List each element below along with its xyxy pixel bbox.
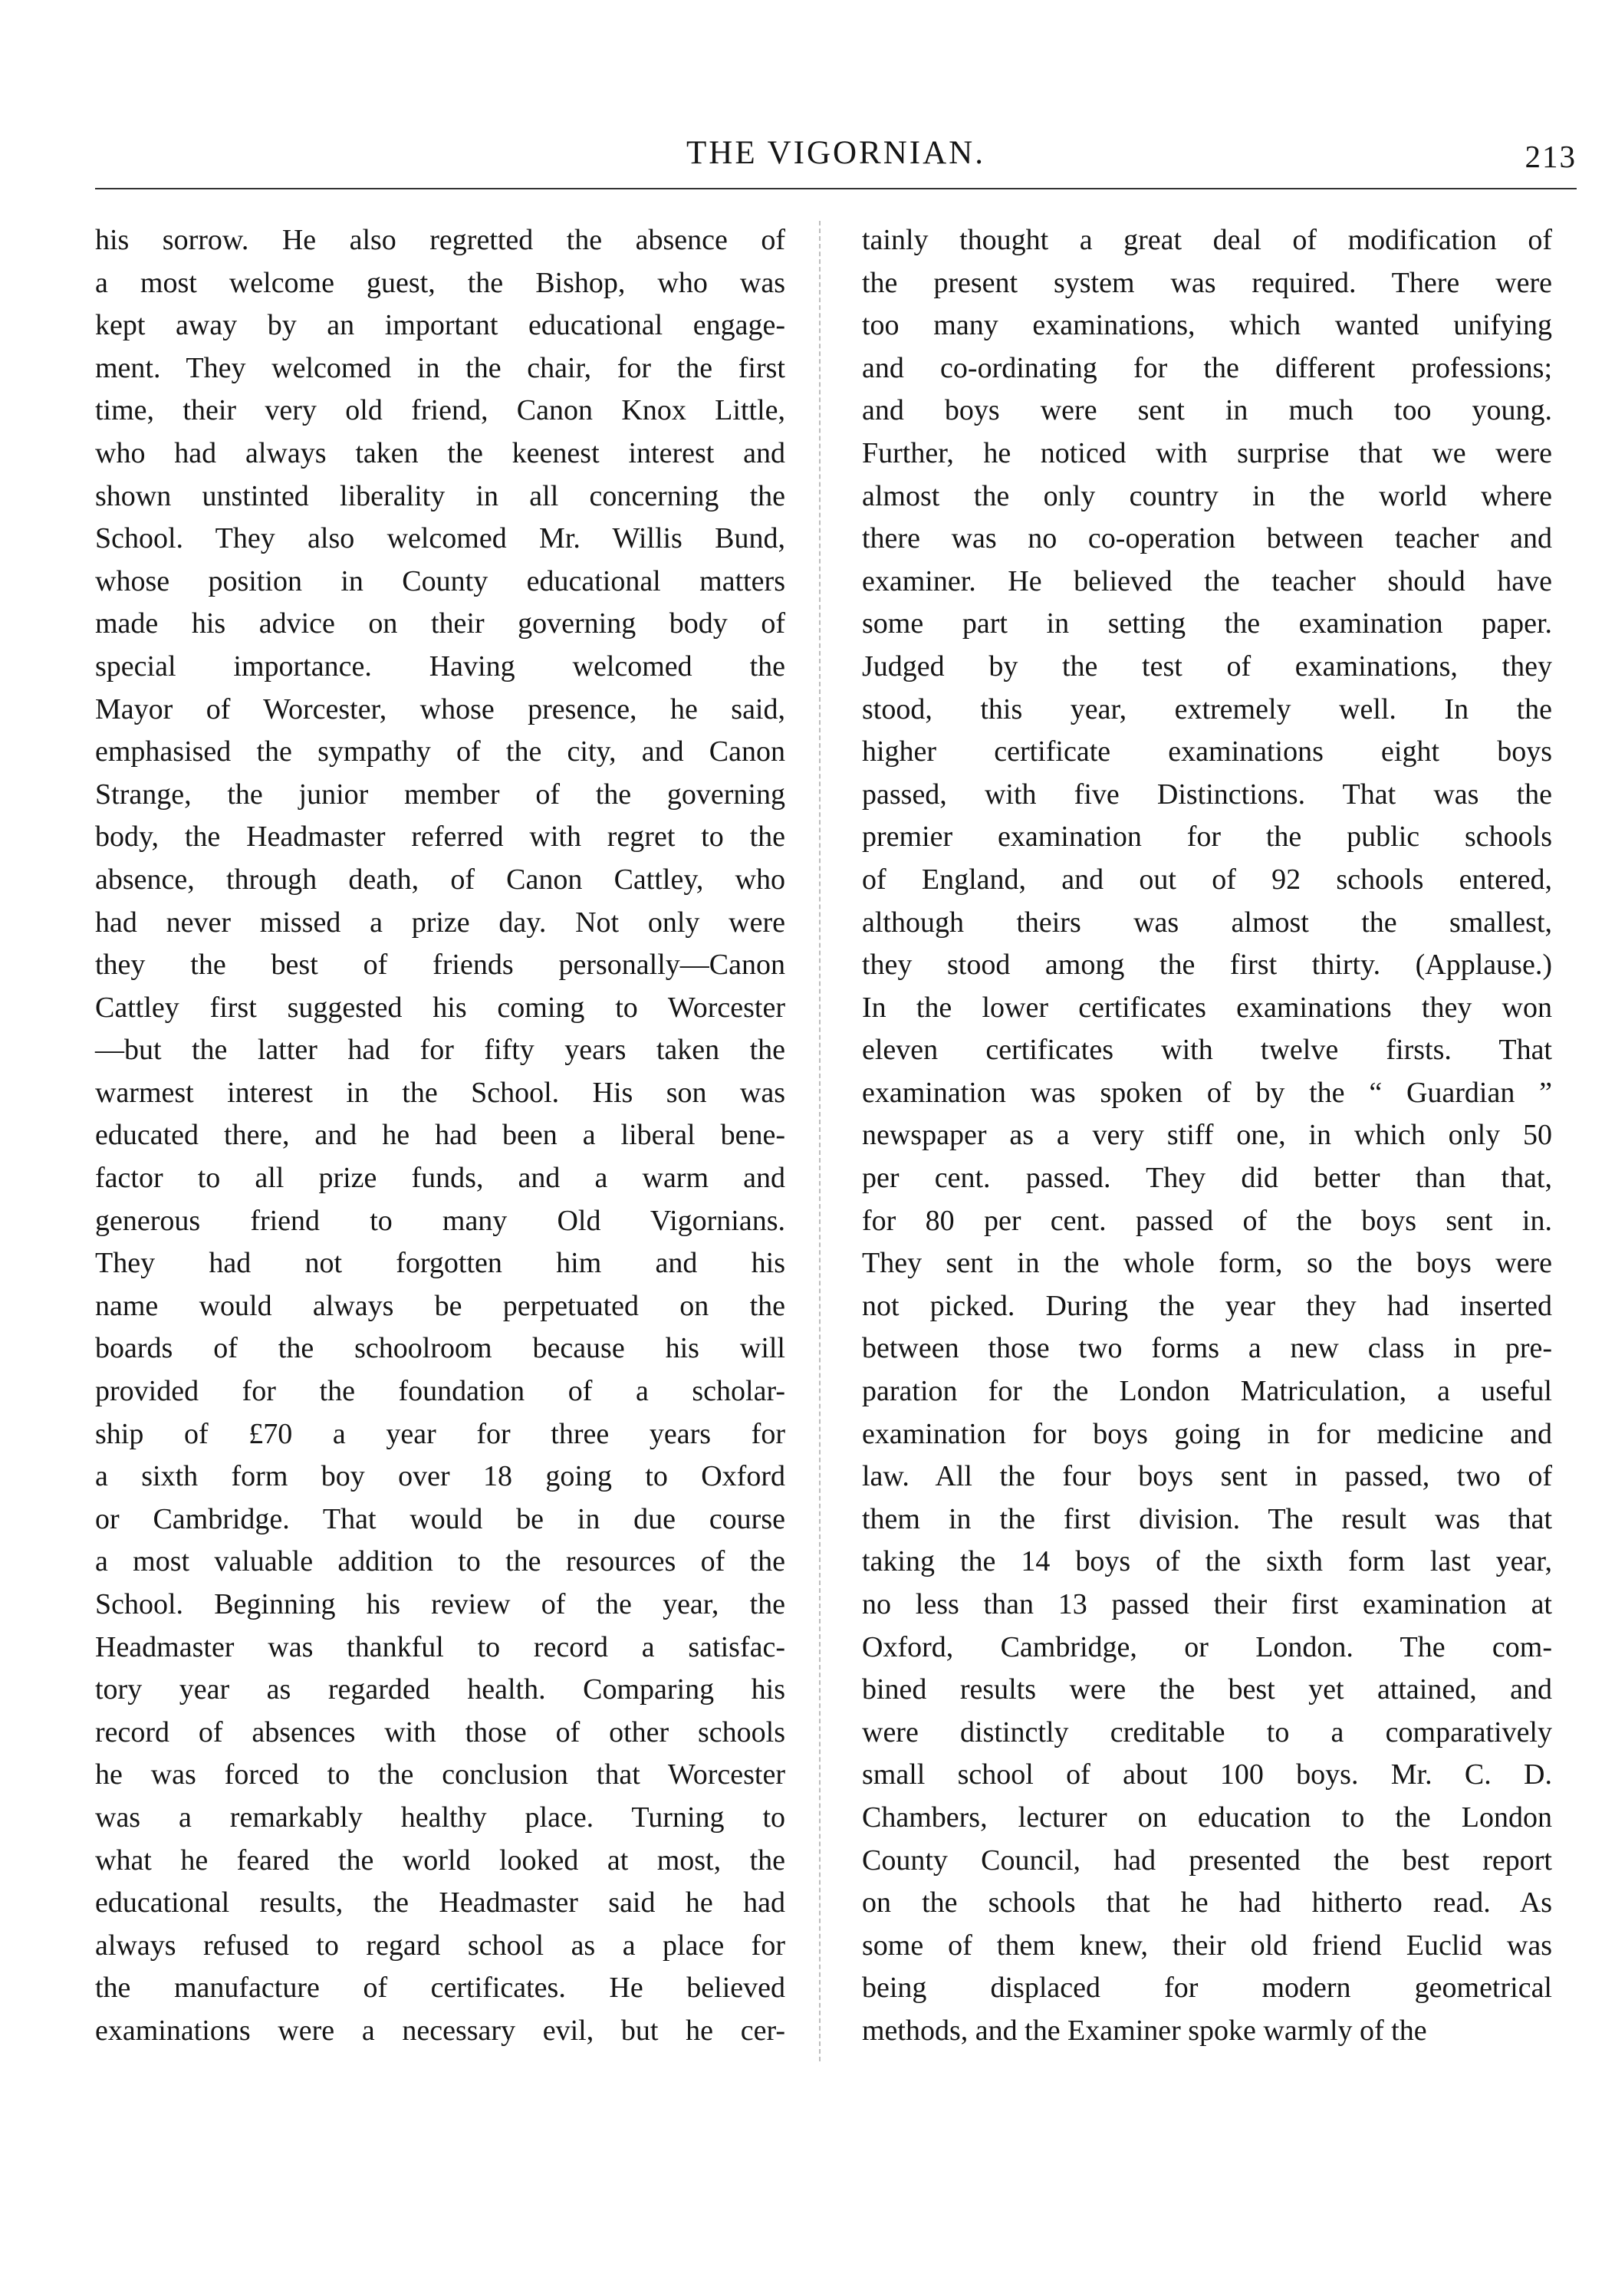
text-line: body, the Headmaster referred with regret to the <box>95 821 785 854</box>
text-line: there was no co-operation between teacher and <box>862 522 1552 555</box>
text-line: they the best of friends personally—Canon <box>95 949 785 982</box>
text-line: being displaced for modern geometrical <box>862 1972 1552 2005</box>
text-line: boards of the schoolroom because his will <box>95 1332 785 1365</box>
text-line: School. Beginning his review of the year, the <box>95 1588 785 1620</box>
left-text-column <box>95 219 785 2075</box>
text-line: were distinctly creditable to a comparatively <box>862 1715 1552 1748</box>
text-line: newspaper as a very stiff one, in which only 50 <box>862 1119 1552 1152</box>
text-line: was a remarkably healthy place. Turning to <box>95 1801 785 1834</box>
text-line: examination for boys going in for medicine and <box>862 1417 1552 1450</box>
text-line: educated there, and he had been a liberal bene- <box>95 1119 785 1152</box>
text-line: stood, this year, extremely well. In the <box>862 692 1552 725</box>
text-line: record of absences with those of other schools <box>95 1715 785 1748</box>
text-line: examiner. He believed the teacher should have <box>862 564 1552 597</box>
text-line: some part in setting the examination paper. <box>862 607 1552 640</box>
text-line: passed, with five Distinctions. That was the <box>862 778 1552 811</box>
text-line: what he feared the world looked at most, the <box>95 1844 785 1877</box>
text-line: a most welcome guest, the Bishop, who was <box>95 266 785 299</box>
text-line: had never missed a prize day. Not only were <box>95 906 785 939</box>
column-divider <box>819 221 821 2061</box>
running-head <box>95 130 1577 181</box>
text-line: between those two forms a new class in pre- <box>862 1332 1552 1365</box>
header-rule <box>95 188 1577 189</box>
text-line: they stood among the first thirty. (Applause.) <box>862 949 1552 982</box>
text-line: too many examinations, which wanted unifying <box>862 309 1552 342</box>
text-line: They had not forgotten him and his <box>95 1247 785 1280</box>
text-line: factor to all prize funds, and a warm and <box>95 1162 785 1195</box>
text-line: —but the latter had for fifty years taken the <box>95 1034 785 1067</box>
text-line: made his advice on their governing body of <box>95 607 785 640</box>
text-line: School. They also welcomed Mr. Willis Bund, <box>95 522 785 555</box>
text-line: taking the 14 boys of the sixth form last year, <box>862 1545 1552 1578</box>
text-line: tainly thought a great deal of modification of <box>862 224 1552 256</box>
text-line: shown unstinted liberality in all concerning the <box>95 479 785 512</box>
text-line: name would always be perpetuated on the <box>95 1289 785 1322</box>
text-line: ship of £70 a year for three years for <box>95 1417 785 1450</box>
text-line: provided for the foundation of a scholar- <box>95 1375 785 1408</box>
text-line: examinations were a necessary evil, but he cer- <box>95 2014 785 2047</box>
text-line: and co-ordinating for the different professions; <box>862 351 1552 384</box>
text-line: per cent. passed. They did better than that, <box>862 1162 1552 1195</box>
text-line: Oxford, Cambridge, or London. The com- <box>862 1630 1552 1663</box>
text-line: Further, he noticed with surprise that we were <box>862 436 1552 469</box>
text-line: Headmaster was thankful to record a satisfac- <box>95 1630 785 1663</box>
text-line: kept away by an important educational engage- <box>95 309 785 342</box>
text-line: educational results, the Headmaster said he had <box>95 1886 785 1919</box>
text-line: emphasised the sympathy of the city, and Canon <box>95 735 785 768</box>
text-line: ment. They welcomed in the chair, for the first <box>95 351 785 384</box>
text-line: higher certificate examinations eight boys <box>862 735 1552 768</box>
text-line: of England, and out of 92 schools entered, <box>862 863 1552 896</box>
text-line: whose position in County educational matters <box>95 564 785 597</box>
text-line: a most valuable addition to the resources of the <box>95 1545 785 1578</box>
text-line: paration for the London Matriculation, a useful <box>862 1375 1552 1408</box>
text-line: almost the only country in the world where <box>862 479 1552 512</box>
text-line: some of them knew, their old friend Euclid was <box>862 1929 1552 1962</box>
text-line: not picked. During the year they had inserted <box>862 1289 1552 1322</box>
text-line: who had always taken the keenest interest and <box>95 436 785 469</box>
text-line: Chambers, lecturer on education to the London <box>862 1801 1552 1834</box>
text-line: law. All the four boys sent in passed, two of <box>862 1460 1552 1493</box>
page-number: 213 <box>1525 139 1577 174</box>
text-line: no less than 13 passed their first examination at <box>862 1588 1552 1620</box>
text-line: the manufacture of certificates. He believed <box>95 1972 785 2005</box>
text-line: for 80 per cent. passed of the boys sent in. <box>862 1204 1552 1237</box>
text-line: them in the first division. The result was that <box>862 1502 1552 1535</box>
text-line: absence, through death, of Canon Cattley, who <box>95 863 785 896</box>
right-text-column <box>862 219 1552 2075</box>
text-line: his sorrow. He also regretted the absence of <box>95 224 785 256</box>
text-line: on the schools that he had hitherto read. As <box>862 1886 1552 1919</box>
text-line: the present system was required. There were <box>862 266 1552 299</box>
text-line: bined results were the best yet attained, and <box>862 1673 1552 1706</box>
text-line: They sent in the whole form, so the boys were <box>862 1247 1552 1280</box>
text-line: always refused to regard school as a place for <box>95 1929 785 1962</box>
text-line: he was forced to the conclusion that Worcester <box>95 1758 785 1791</box>
text-line: generous friend to many Old Vigornians. <box>95 1204 785 1237</box>
text-line: or Cambridge. That would be in due course <box>95 1502 785 1535</box>
text-line: warmest interest in the School. His son was <box>95 1076 785 1109</box>
text-line: tory year as regarded health. Comparing his <box>95 1673 785 1706</box>
text-line: special importance. Having welcomed the <box>95 650 785 683</box>
text-line: Mayor of Worcester, whose presence, he said, <box>95 692 785 725</box>
text-line: examination was spoken of by the “ Guardian ” <box>862 1076 1552 1109</box>
text-line: Judged by the test of examinations, they <box>862 650 1552 683</box>
text-line: Cattley first suggested his coming to Worcester <box>95 991 785 1024</box>
text-line: In the lower certificates examinations they won <box>862 991 1552 1024</box>
text-line: small school of about 100 boys. Mr. C. D. <box>862 1758 1552 1791</box>
text-line: and boys were sent in much too young. <box>862 394 1552 427</box>
text-line: although theirs was almost the smallest, <box>862 906 1552 939</box>
text-line: premier examination for the public schools <box>862 821 1552 854</box>
text-line: Strange, the junior member of the governing <box>95 778 785 811</box>
text-line: methods, and the Examiner spoke warmly of the <box>862 2014 1427 2047</box>
publication-title: THE VIGORNIAN. <box>686 135 985 171</box>
text-line: a sixth form boy over 18 going to Oxford <box>95 1460 785 1493</box>
text-line: time, their very old friend, Canon Knox Little, <box>95 394 785 427</box>
text-line: eleven certificates with twelve firsts. That <box>862 1034 1552 1067</box>
text-line: County Council, had presented the best report <box>862 1844 1552 1877</box>
